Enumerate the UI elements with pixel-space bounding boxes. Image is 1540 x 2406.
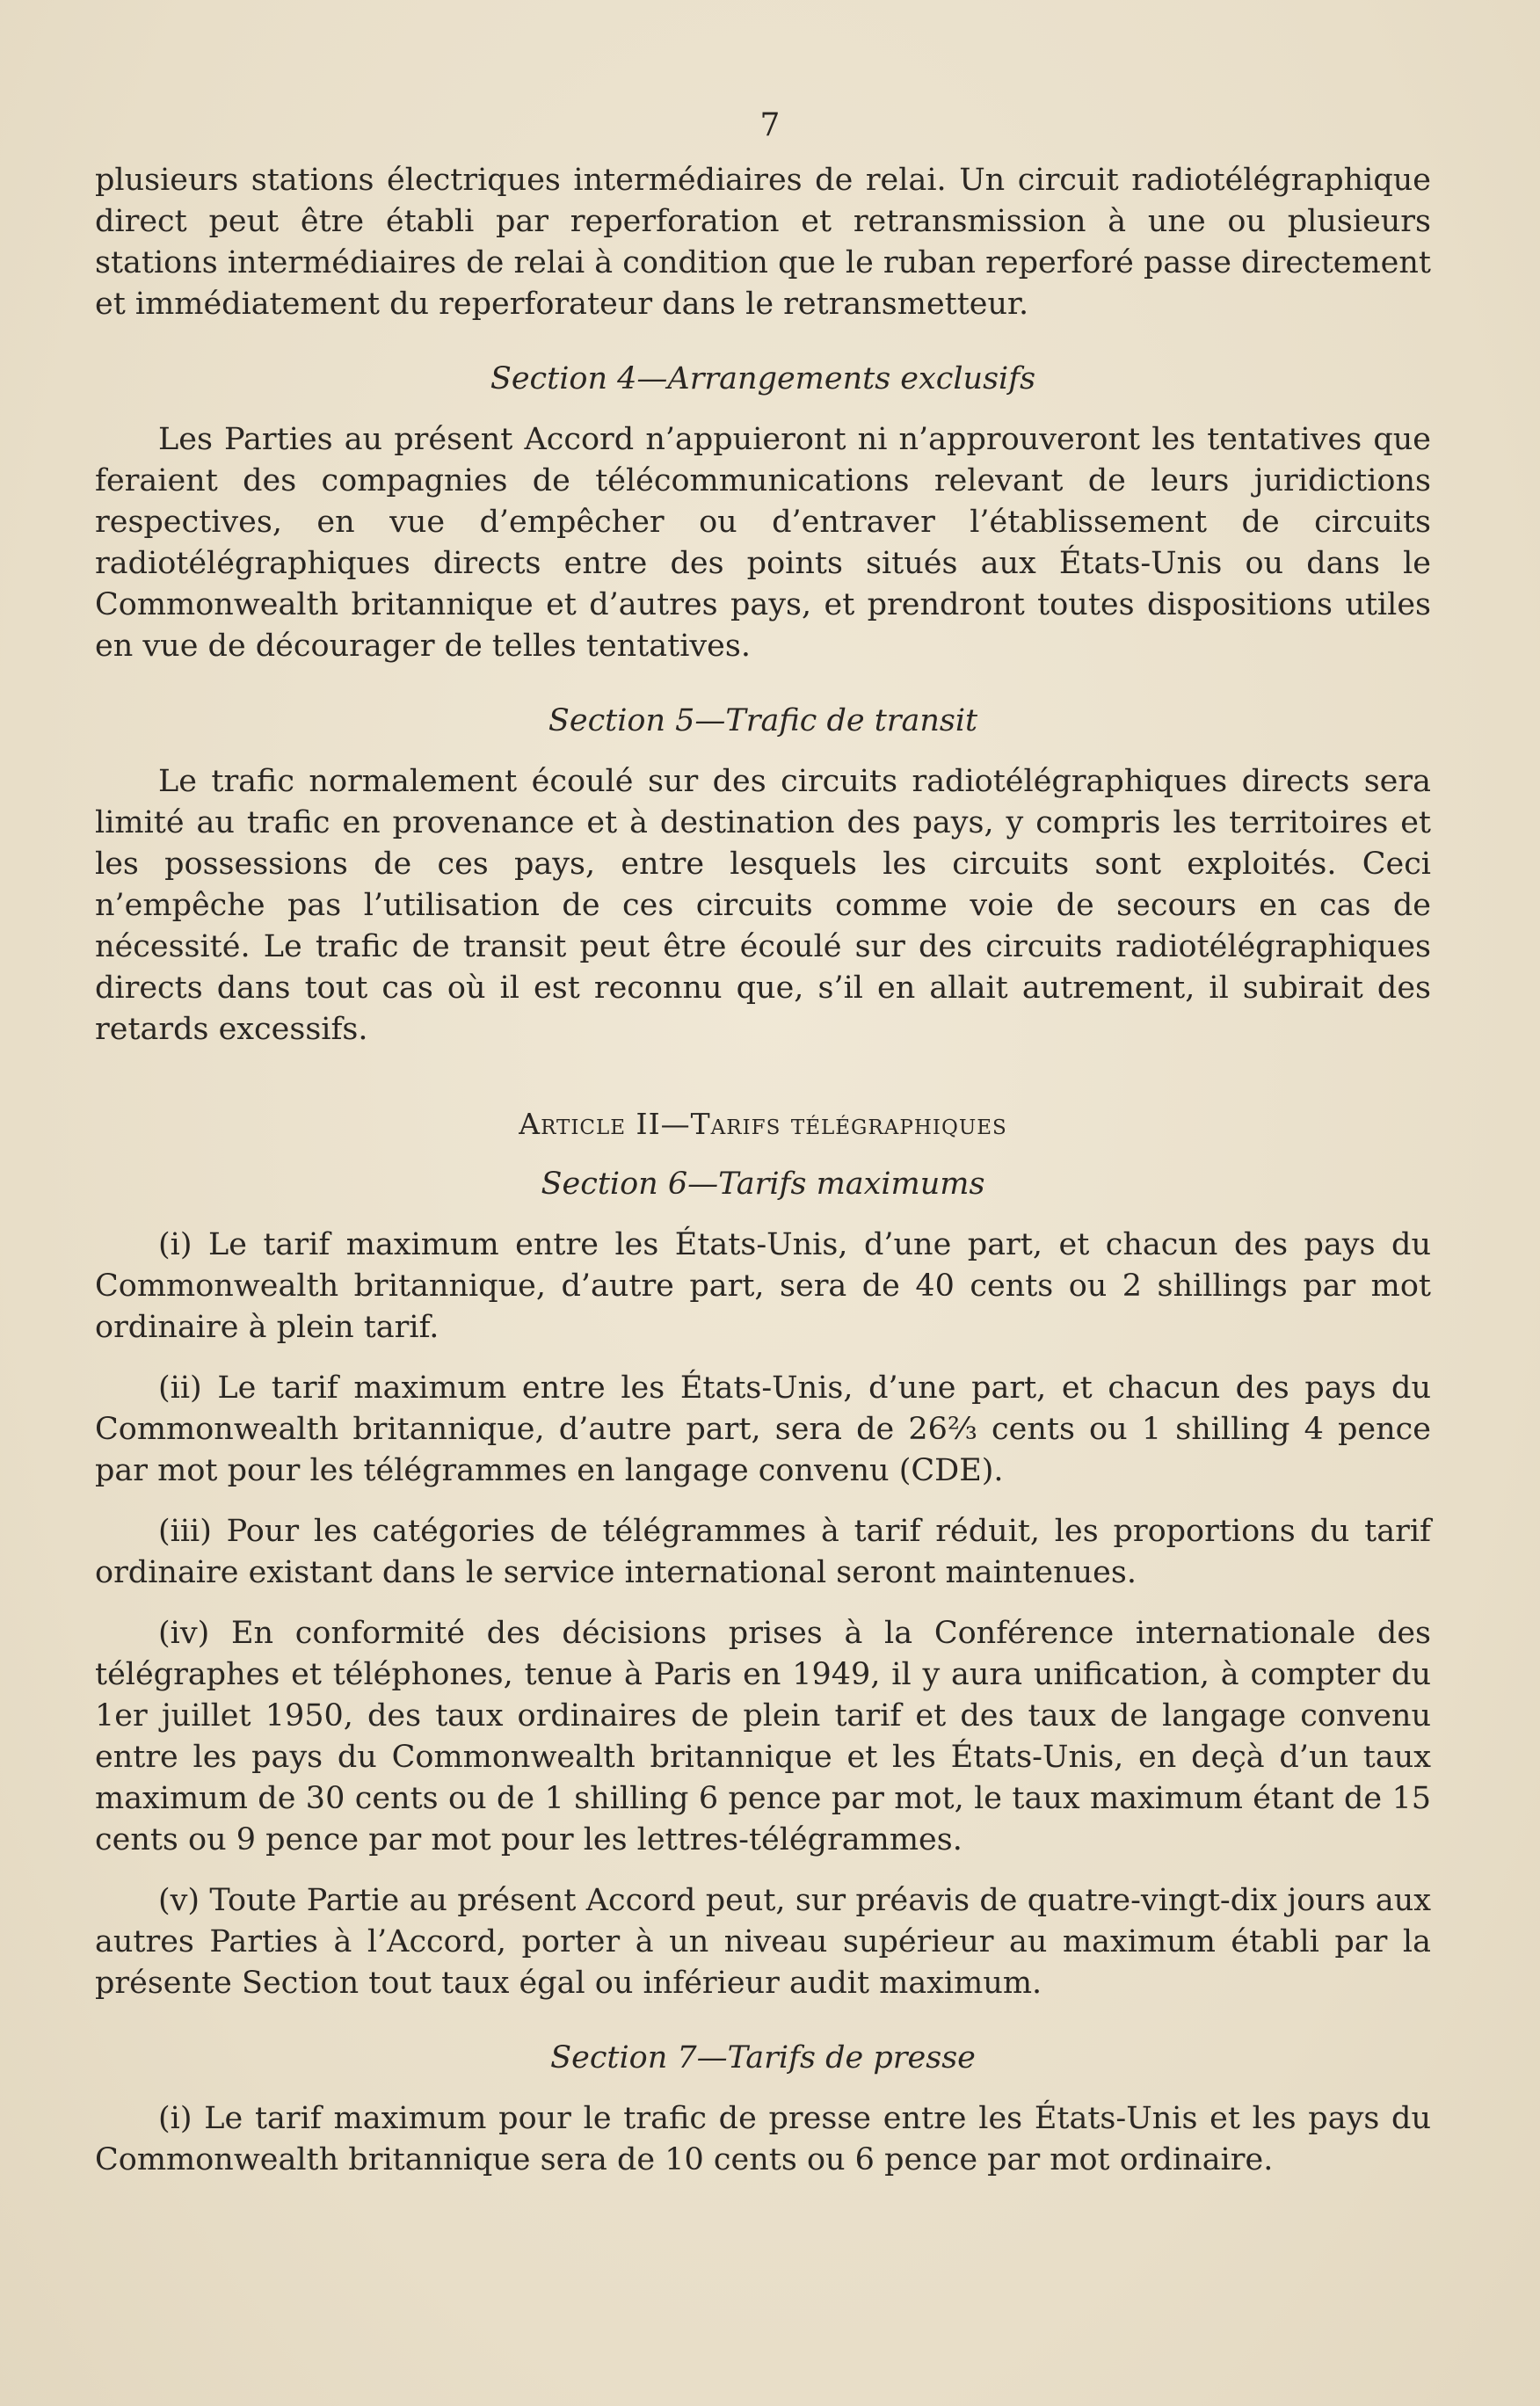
section-4-heading: Section 4—Arrangements exclusifs [490, 361, 1036, 396]
section-6-item-iii: (iii) Pour les catégories de télégrammes à tarif réduit, les proportions du tarif ordinaire existant dans le service international seront maintenues. [95, 1514, 1431, 1590]
section-6-item-ii: (ii) Le tarif maximum entre les États-Unis, d’une part, et chacun des pays du Commonwealth britannique, d’autre part, sera de 26⅔ cents ou 1 shilling 4 pence par mot pour les télégrammes en langage convenu (CDE). [95, 1370, 1431, 1488]
page-number: 7 [759, 107, 781, 143]
section-4-paragraph: Les Parties au présent Accord n’appuieront ni n’approuveront les tentatives que feraient des compagnies de télécommunications relevant de leurs juridictions respectives, en vue d’empêcher ou d’entraver l’établissement de circuits radiotélégraphiques directs entre des points situés aux États-Unis ou dans le Commonwealth britannique et d’autres pays, et prendront toutes dispositions utiles en vue de décourager de telles tentatives. [95, 422, 1431, 664]
section-6-heading: Section 6—Tarifs maximums [541, 1167, 985, 1202]
section-7-heading: Section 7—Tarifs de presse [550, 2040, 976, 2075]
section-5-heading: Section 5—Trafic de transit [548, 703, 978, 738]
section-5-paragraph: Le trafic normalement écoulé sur des circuits radiotélégraphiques directs sera limité au trafic en provenance et à destination des pays, y compris les territoires et les possessions de ces pays, entre lesquels les circuits sont exploités. Ceci n’empêche pas l’utilisation de ces circuits comme voie de secours en cas de nécessité. Le trafic de transit peut être écoulé sur des circuits radiotélégraphiques directs dans tout cas où il est reconnu que, s’il en allait autrement, il subirait des retards excessifs. [95, 764, 1431, 1047]
section-7-item-i: (i) Le tarif maximum pour le trafic de presse entre les États-Unis et les pays du Commonwealth britannique sera de 10 cents ou 6 pence par mot ordinaire. [95, 2101, 1431, 2177]
page-body [95, 160, 1431, 2181]
section-6-item-v: (v) Toute Partie au présent Accord peut, sur préavis de quatre-vingt-dix jours aux autres Parties à l’Accord, porter à un niveau supérieur au maximum établi par la présente Section tout taux égal ou inférieur audit maximum. [95, 1883, 1431, 2001]
paragraph-relay-continuation: plusieurs stations électriques intermédiaires de relai. Un circuit radiotélégraphique direct peut être établi par reperforation et retransmission à une ou plusieurs stations intermédiaires de relai à condition que le ruban reperforé passe directement et immédiatement du reperforateur dans le retransmetteur. [95, 163, 1431, 322]
section-6-item-i: (i) Le tarif maximum entre les États-Unis, d’une part, et chacun des pays du Commonwealth britannique, d’autre part, sera de 40 cents ou 2 shillings par mot ordinaire à plein tarif. [95, 1227, 1431, 1345]
article-2-heading: Article II—Tarifs télégraphiques [519, 1107, 1007, 1141]
section-6-item-iv: (iv) En conformité des décisions prises à la Conférence internationale des télégraphes et téléphones, tenue à Paris en 1949, il y aura unification, à compter du 1er juillet 1950, des taux ordinaires de plein tarif et des taux de langage convenu entre les pays du Commonwealth britannique et les États-Unis, en deçà d’un taux maximum de 30 cents ou de 1 shilling 6 pence par mot, le taux maximum étant de 15 cents ou 9 pence par mot pour les lettres-télégrammes. [95, 1616, 1431, 1857]
